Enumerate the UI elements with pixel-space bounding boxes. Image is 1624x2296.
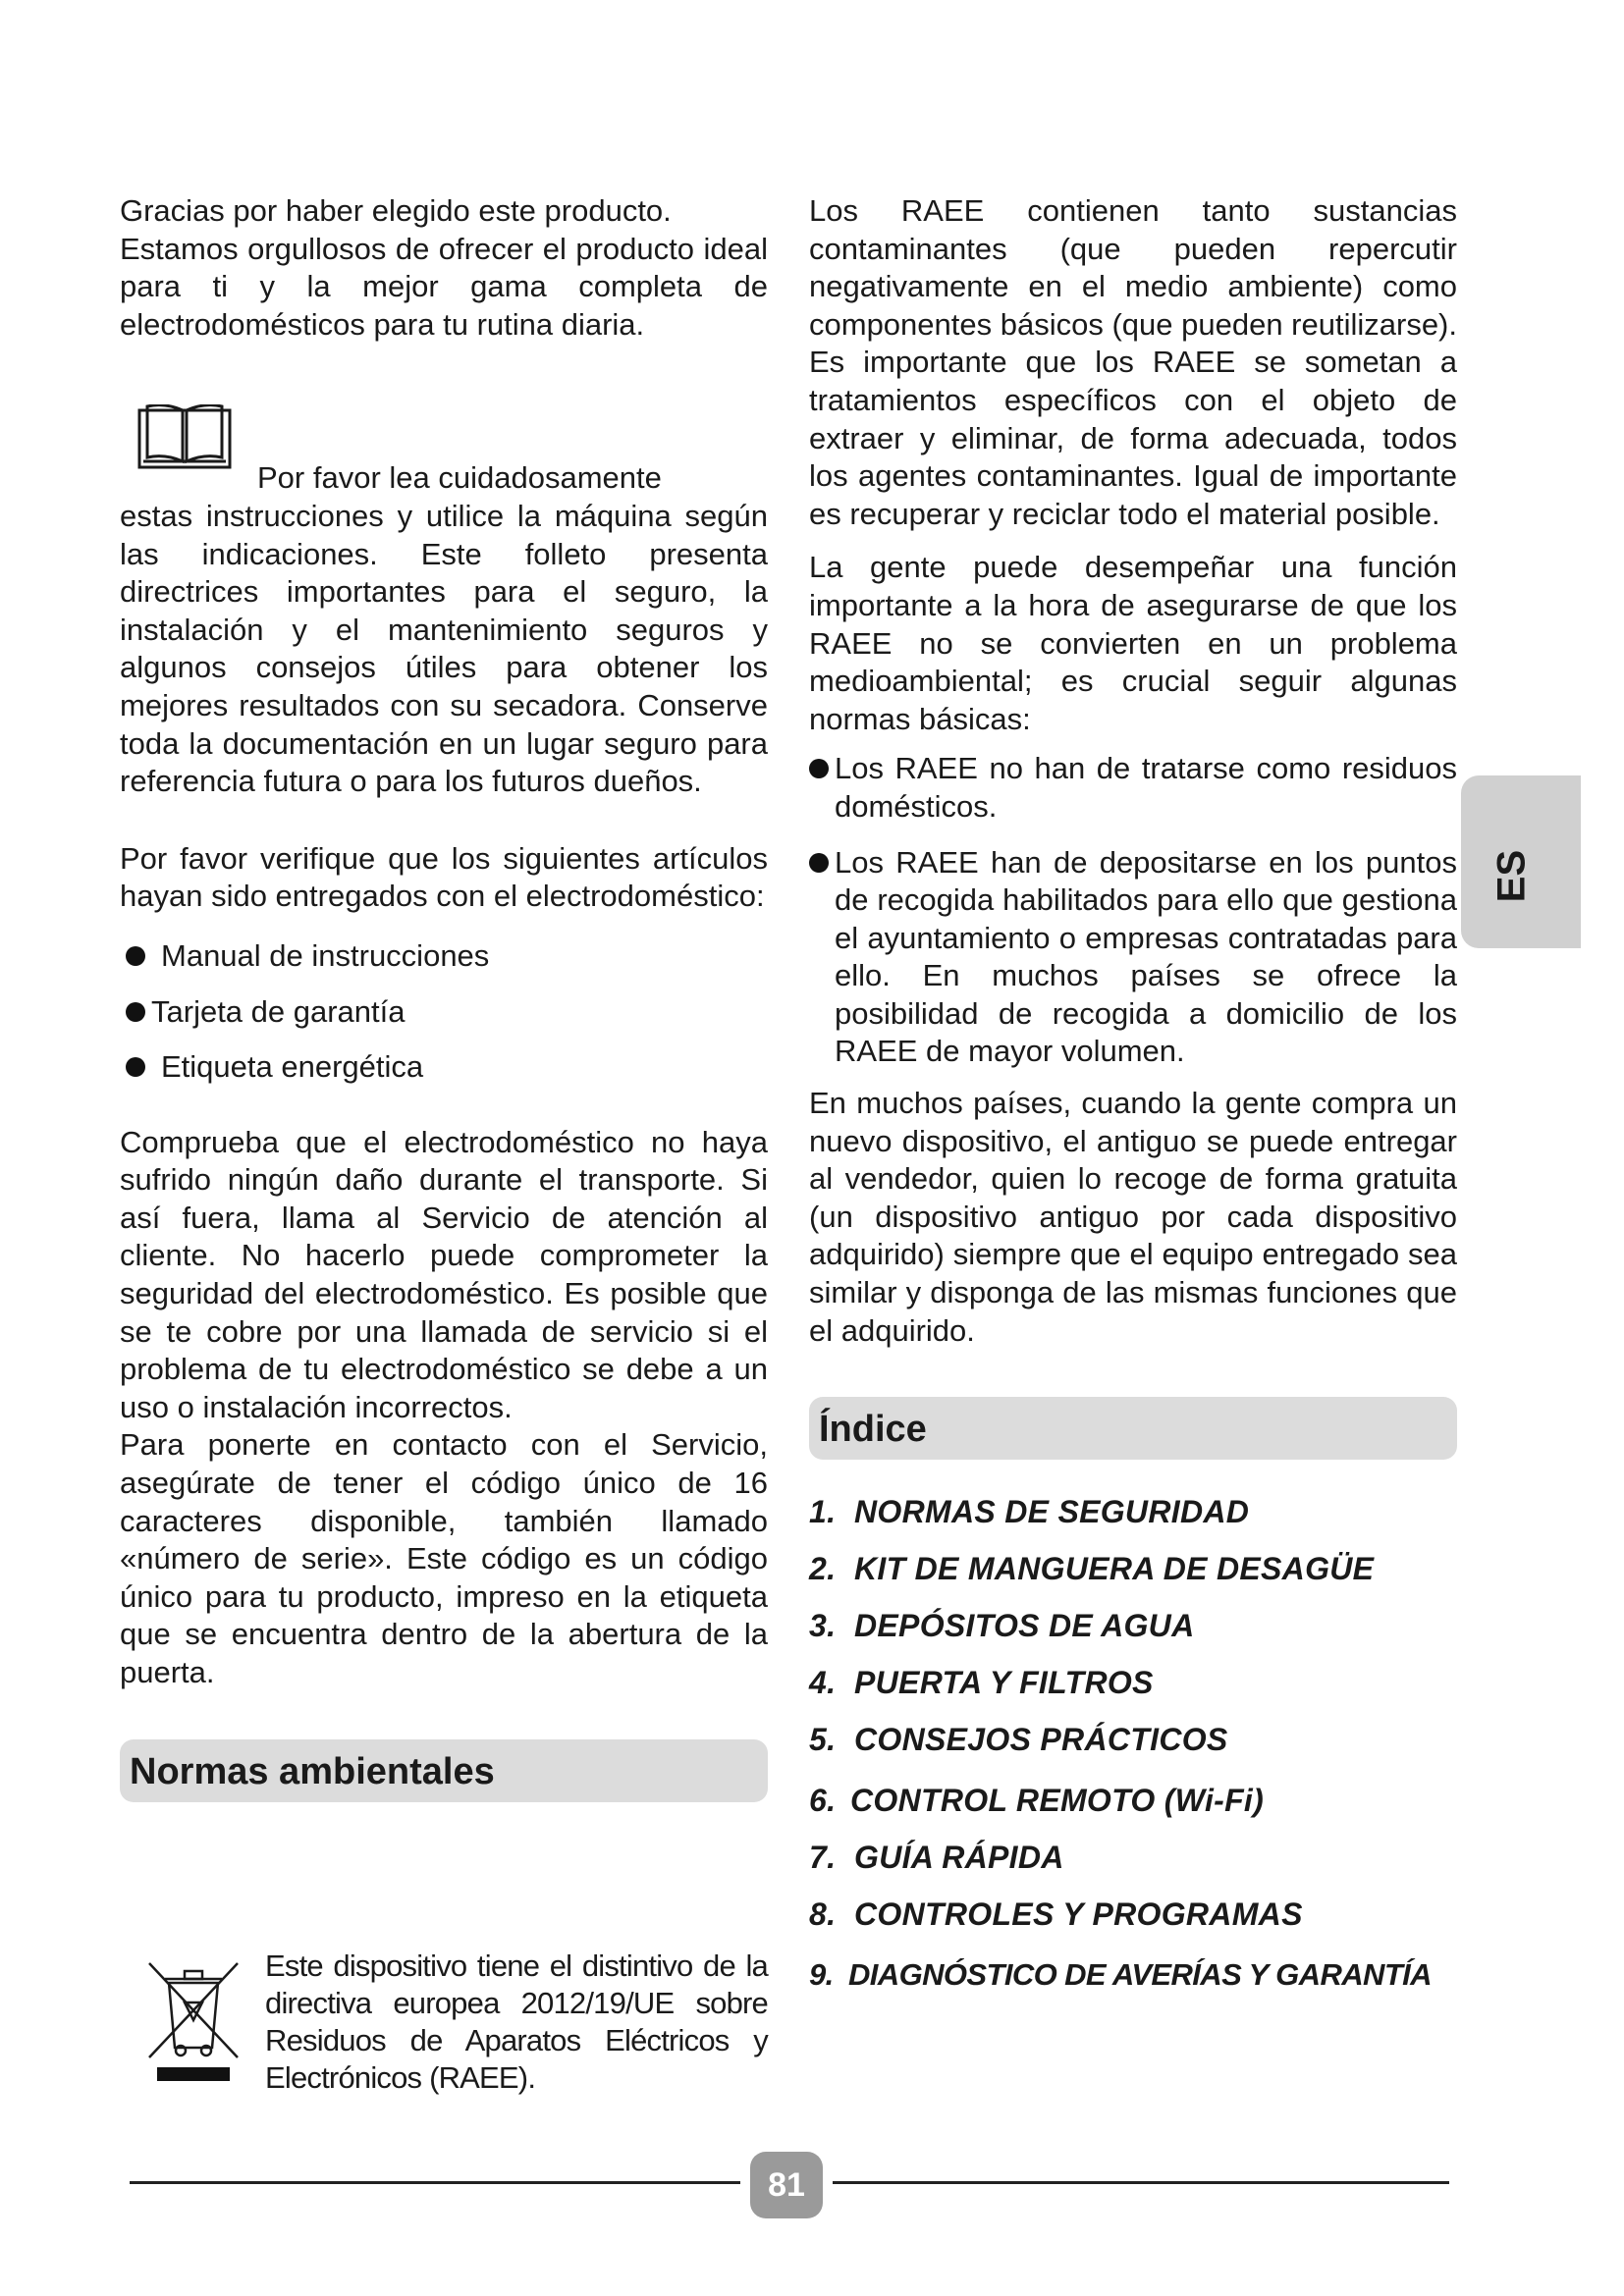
language-tab xyxy=(1461,775,1581,948)
list-item xyxy=(120,1048,768,1087)
check-damage-text: Comprueba que el electrodoméstico no haya sufrido ningún daño durante el transporte. Si así fuera, llama al Servicio de atención al cliente. No hacerlo puede comprometer la seguridad del electrodoméstico. Es posible que se te cobre por una llamada de servicio si el problema de tu electrodoméstico se debe a un uso o instalación incorrectos. xyxy=(120,1124,768,1424)
right-column xyxy=(809,192,1457,2003)
toc-item[interactable]: 7. GUÍA RÁPIDA xyxy=(809,1840,1064,1876)
raee-substances-text: Los RAEE contienen tanto sustancias contaminantes (que pueden repercutir negativamente en el medio ambiente) como componentes básicos (que pueden reutilizarse). Es importante que los RAEE se sometan a tratamientos específicos con el objeto de extraer y eliminar, de forma adecuada, todos los agentes contaminantes. Igual de importante es recuperar y reciclar todo el material posible. xyxy=(809,193,1457,531)
intro-title: Gracias por haber elegido este producto. xyxy=(120,193,672,228)
verify-items-text: Por favor verifique que los siguientes artículos hayan sido entregados con el electrodoméstico: xyxy=(120,840,768,914)
toc-item[interactable]: 8. CONTROLES Y PROGRAMAS xyxy=(809,1896,1303,1933)
toc-item[interactable]: 3. DEPÓSITOS DE AGUA xyxy=(809,1608,1195,1644)
bullet-icon xyxy=(126,946,145,966)
toc-item[interactable]: 5. CONSEJOS PRÁCTICOS xyxy=(809,1722,1228,1758)
list-item xyxy=(809,844,1457,1072)
toc-item[interactable]: 2. KIT DE MANGUERA DE DESAGÜE xyxy=(809,1551,1375,1587)
language-tab-label: ES xyxy=(1489,849,1534,903)
page-number: 81 xyxy=(750,2152,823,2218)
list-item-label: Etiqueta energética xyxy=(161,1049,424,1085)
footer-rule-left xyxy=(130,2181,740,2184)
bullet-icon xyxy=(126,1002,145,1022)
weee-directive-text-block xyxy=(265,1948,768,2097)
toc-item[interactable]: 1. NORMAS DE SEGURIDAD xyxy=(809,1494,1250,1530)
intro-body: Estamos orgullosos de ofrecer el producto ideal para ti y la mejor gama completa de electrodomésticos para tu rutina diaria. xyxy=(120,231,768,342)
contact-service-text: Para ponerte en contacto con el Servicio, asegúrate de tener el código único de 16 caracteres disponible, también llamado «número de serie». Este código es un código único para tu producto, impreso en la etiqueta que se encuentra dentro de la abertura de la puerta. xyxy=(120,1427,768,1689)
table-of-contents xyxy=(809,1483,1457,2003)
bullet-icon xyxy=(809,853,829,873)
list-item xyxy=(809,750,1457,826)
list-item-label: Manual de instrucciones xyxy=(161,937,490,973)
index-heading: Índice xyxy=(809,1397,1457,1460)
toc-item[interactable]: 9. DIAGNÓSTICO DE AVERÍAS Y GARANTÍA xyxy=(809,1957,1432,1993)
list-item xyxy=(120,937,768,976)
raee-role-text: La gente puede desempeñar una función importante a la hora de asegurarse de que los RAEE no se convierten en un problema medioambiental; es crucial seguir algunas normas básicas: xyxy=(809,550,1457,736)
toc-item[interactable]: 4. PUERTA Y FILTROS xyxy=(809,1665,1154,1701)
read-instructions-body: estas instrucciones y utilice la máquina según las indicaciones. Este folleto presenta directrices importantes para el seguro, la instalación y el mantenimiento seguros y algunos consejos útiles para obtener los mejores resultados con su secadora. Conserve toda la documentación en un lugar seguro para referencia futura o para los futuros dueños. xyxy=(120,498,768,799)
footer-rule-right xyxy=(833,2181,1449,2184)
list-item-label: Los RAEE no han de tratarse como residuos domésticos. xyxy=(835,751,1457,824)
environment-heading: Normas ambientales xyxy=(120,1739,768,1802)
raee-return-text: En muchos países, cuando la gente compra un nuevo dispositivo, el antiguo se puede entregar al vendedor, quien lo recoge de forma gratuita (un dispositivo antiguo por cada dispositivo adquirido) siempre que el equipo entregado sea similar y disponga de las mismas funciones que el adquirido. xyxy=(809,1086,1457,1348)
list-item xyxy=(126,993,768,1032)
list-item-label: Tarjeta de garantía xyxy=(151,993,406,1029)
list-item-label: Los RAEE han de depositarse en los puntos de recogida habilitados para ello que gestiona el ayuntamiento o empresas contratadas para ello. En muchos países se ofrece la posibilidad de recogida a domicilio de los RAEE de mayor volumen. xyxy=(835,844,1457,1069)
read-first-line: Por favor lea cuidadosamente xyxy=(257,460,662,496)
toc-item[interactable]: 6. CONTROL REMOTO (Wi-Fi) xyxy=(809,1783,1265,1819)
bullet-icon xyxy=(126,1057,145,1077)
weee-directive-text: Este dispositivo tiene el distintivo de la directiva europea 2012/19/UE sobre Residuos de Aparatos Eléctricos y Electrónicos (RAEE). xyxy=(265,1949,768,2095)
book-icon xyxy=(137,404,232,471)
bullet-icon xyxy=(809,759,829,778)
crossed-out-bin-icon xyxy=(145,1959,242,2089)
